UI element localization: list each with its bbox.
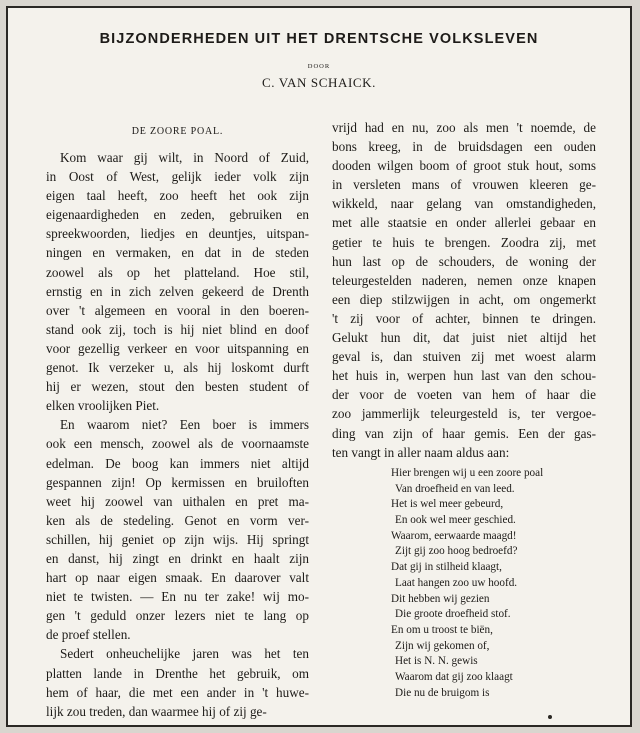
text-line: ningen en vermaken, en dat in de steden: [46, 245, 309, 261]
text-line: over 't algemeen en vooral in den boeren-: [46, 302, 309, 318]
poem-line: Van droefheid en van leed.: [395, 482, 515, 495]
text-line: in versleten mans of vrouwen kleeren ge-: [332, 177, 596, 193]
text-line: de proef stellen.: [46, 627, 131, 643]
poem: [391, 466, 543, 701]
text-line: Kom waar gij wilt, in Noord of Zuid,: [60, 150, 309, 165]
poem-line: Zijn wij gekomen of,: [395, 639, 490, 652]
text-line: stand ook zij, toch is hij niet blind en doof: [46, 321, 309, 337]
right-column: [332, 118, 596, 462]
poem-line: En ook wel meer geschied.: [395, 514, 516, 527]
text-line: hem of haar, die met een ander in 't huwe-: [46, 684, 309, 700]
text-line: En waarom niet? Een boer is immers: [60, 417, 309, 433]
text-line: elken vroolijken Piet.: [46, 398, 160, 414]
poem-line: Die nu de bruigom is: [395, 686, 490, 699]
text-line: ten vangt in aller naam aldus aan:: [332, 444, 510, 460]
text-line: eigen taal heeft, zoo heeft het ook zijn: [46, 188, 309, 204]
text-line: eigenaardigheden en zeden, gebruiken en: [46, 207, 309, 223]
text-line: schillen, hij geniet op zijn wijs. Hij springt: [46, 531, 309, 547]
poem-line: Waarom dat gij zoo klaagt: [395, 670, 513, 683]
text-line: ook een mensch, zoowel als de voornaamste: [46, 436, 309, 452]
text-line: spreekwoorden, liedjes en deuntjes, uitspan-: [46, 226, 309, 242]
poem-line: Het is N. N. gewis: [395, 655, 478, 668]
right-column-text: [332, 118, 596, 462]
text-line: vrijd had en nu, zoo als men 't noemde, de: [332, 120, 596, 135]
poem-line: Laat hangen zoo uw hoofd.: [395, 576, 518, 589]
text-line: een diep stilzwijgen in acht, om ongemerkt: [332, 291, 596, 307]
left-column: [46, 120, 309, 721]
poem-line: Het is wel meer gebeurd,: [391, 498, 504, 511]
poem-line: Die groote droefheid stof.: [395, 608, 511, 621]
text-line: dooden wilgen boom of groot stuk hout, soms: [332, 158, 596, 174]
text-line: Gelukt hun dit, dat juist niet altijd het: [332, 330, 596, 346]
section-title: DE ZOORE POAL.: [131, 126, 224, 137]
poem-line: Hier brengen wij u een zoore poal: [391, 467, 544, 479]
text-line: voor gezellig verkeer en voor uitspanning en: [46, 340, 309, 356]
text-line: hij er wezen, stout den besten student of: [46, 379, 309, 395]
poem-line: En om u troost te biën,: [391, 623, 493, 636]
text-line: teleurgestelden naderen, nemen onze knapen: [332, 272, 596, 288]
poem-line: Zijt gij zoo hoog bedroefd?: [395, 545, 518, 558]
text-line: in Oost of West, gelijk ieder volk zijn: [46, 169, 309, 185]
text-line: hart op naar eigen smaak. En daarover valt: [46, 570, 309, 586]
text-line: ken als de stedeling. Genot en vorm ver-: [46, 512, 309, 528]
text-line: het huis in, werpen hun last van den schou-: [332, 368, 596, 384]
text-line: ernstig en in zich zelven gekeerd de Drenth: [46, 283, 309, 299]
byline-door: DOOR: [307, 63, 331, 70]
text-line: Sedert onheuchelijke jaren was het ten: [60, 646, 309, 662]
text-line: en danst, hij zingt en drinkt en haalt zijn: [46, 550, 309, 566]
text-line: lijk zou treden, dan waarmee hij of zij ge-: [46, 703, 267, 719]
text-line: getier te huis te brengen. Zoodra zij, met: [332, 234, 596, 250]
author-name: C. VAN SCHAICK.: [262, 75, 376, 90]
text-line: gespannen zijn! Op kermissen en bruiloften: [46, 474, 309, 490]
text-line: der voor de voeten van hem of haar die: [332, 387, 596, 403]
text-line: platten lande in Drenthe het gebruik, om: [46, 665, 309, 681]
poem-line: Waarom, eerwaarde maagd!: [391, 529, 517, 542]
poem-line: Dat gij in stilheid klaagt,: [391, 561, 502, 574]
text-line: ding van zijn of haar gemis. Een der gas-: [332, 425, 596, 441]
left-column-text: [46, 148, 309, 721]
text-line: zoowel als op het platteland. Hoe stil,: [46, 264, 309, 280]
text-line: met alle staatsie en onder allerlei gebaar en: [332, 215, 596, 231]
text-line: hun last op de schouders, de woning der: [332, 253, 596, 269]
text-line: geval is, dan stuiven zij met woest alarm: [332, 349, 596, 365]
text-line: wikkeld, naar gelang van omstandigheden,: [332, 196, 596, 212]
text-line: niet te twisten. — En nu ter zake! wij mo-: [46, 589, 309, 605]
text-line: weet hij zoowel van uithalen en pret ma-: [46, 493, 309, 509]
text-line: gen 't geduld onzer lezers niet te lang op: [46, 608, 309, 624]
text-line: bons kreeg, in de bruidsdagen een ouden: [332, 139, 596, 155]
poem-line: Dit hebben wij gezien: [391, 592, 490, 605]
page-title: BIJZONDERHEDEN UIT HET DRENTSCHE VOLKSLEVEN: [99, 31, 539, 47]
printer-mark: [548, 715, 552, 719]
document-page: [6, 6, 632, 727]
text-line: 't zij voor of achter, binnen te dringen.: [332, 310, 596, 326]
text-line: edelman. De boog kan immers niet altijd: [46, 455, 309, 471]
text-line: genot. Ik verzeker u, als hij loskomt durft: [46, 360, 309, 376]
text-line: zoo jammerlijk teleurgesteld is, ter vergoe-: [332, 406, 596, 422]
